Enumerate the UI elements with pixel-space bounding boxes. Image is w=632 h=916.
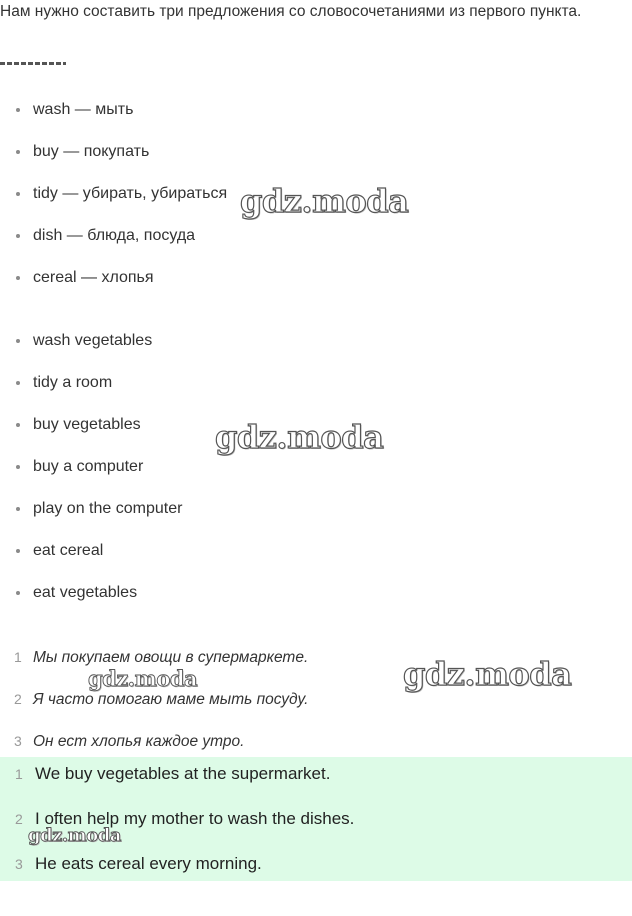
watermark: gdz.moda (240, 182, 409, 220)
list-item: buy — покупать (0, 131, 227, 173)
russian-sentences-list (0, 636, 308, 762)
item-number: 3 (15, 856, 23, 872)
list-item: tidy a room (0, 362, 182, 404)
answer-sentence (0, 803, 354, 848)
watermark: gdz.moda (403, 655, 572, 693)
list-item: eat cereal (0, 530, 182, 572)
list-item: wash vegetables (0, 320, 182, 362)
item-number: 2 (15, 811, 23, 827)
item-number: 3 (14, 733, 22, 749)
watermark: gdz.moda (28, 825, 121, 846)
list-item: buy a computer (0, 446, 182, 488)
list-item: buy vegetables (0, 404, 182, 446)
list-item: play on the computer (0, 488, 182, 530)
list-item: wash — мыть (0, 89, 227, 131)
phrases-list (0, 320, 182, 614)
watermark: gdz.moda (88, 666, 198, 691)
item-number: 1 (15, 766, 23, 782)
answer-box (0, 757, 632, 881)
vocabulary-list (0, 89, 227, 299)
sentence-text: Мы покупаем овощи в супермаркете. (33, 649, 309, 666)
sentence-text: He eats cereal every morning. (35, 854, 262, 873)
russian-sentence (0, 720, 308, 762)
sentence-text: Он ест хлопья каждое утро. (33, 733, 245, 750)
russian-sentence (0, 636, 308, 678)
list-item: eat vegetables (0, 572, 182, 614)
sentence-text: Я часто помогаю маме мыть посуду. (33, 691, 309, 708)
list-item: tidy — убирать, убираться (0, 173, 227, 215)
sentence-text: We buy vegetables at the supermarket. (35, 764, 331, 783)
list-item: dish — блюда, посуда (0, 215, 227, 257)
answer-sentence (0, 848, 354, 893)
russian-sentence (0, 678, 308, 720)
answer-sentences-list (0, 758, 354, 893)
answer-sentence (0, 758, 354, 803)
list-item: cereal — хлопья (0, 257, 227, 299)
intro-text: Нам нужно составить три предложения со словосочетаниями из первого пункта. (0, 3, 582, 20)
item-number: 1 (14, 649, 22, 665)
sentence-text: I often help my mother to wash the dishes. (35, 809, 355, 828)
item-number: 2 (14, 691, 22, 707)
watermark: gdz.moda (215, 418, 384, 456)
clipped-text-fragment (0, 62, 66, 66)
